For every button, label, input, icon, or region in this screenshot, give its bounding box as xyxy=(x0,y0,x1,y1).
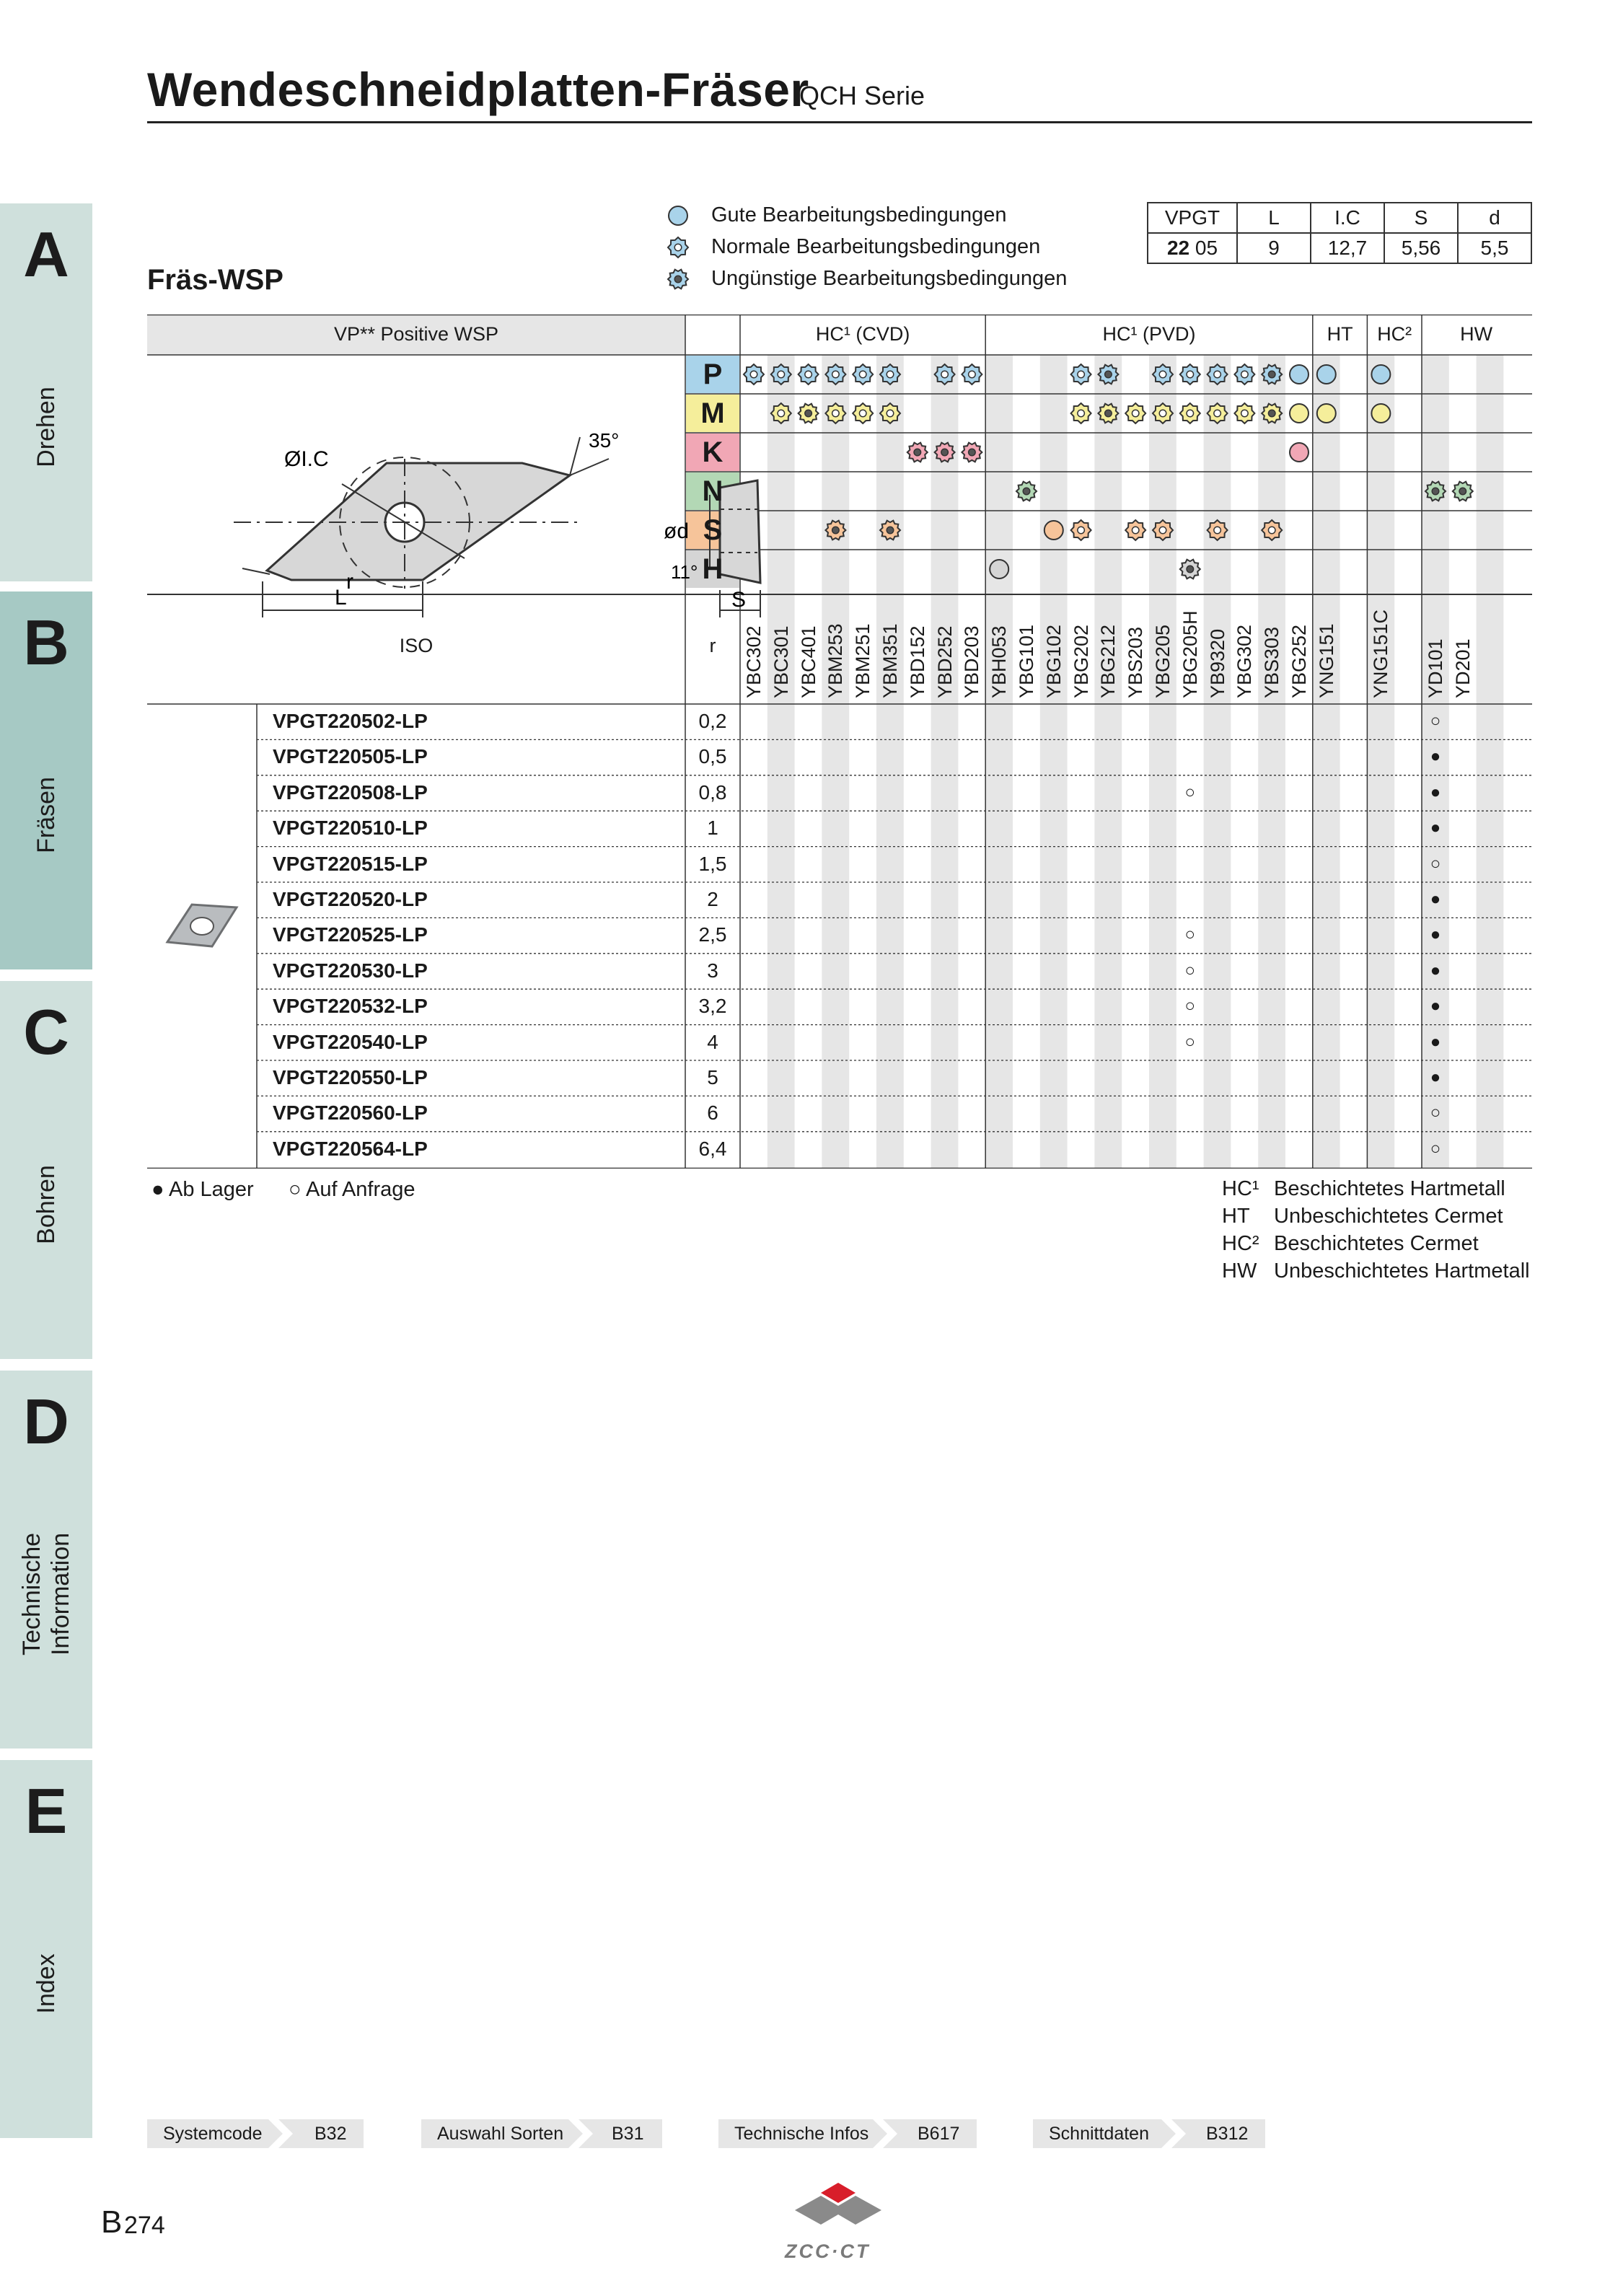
normal-condition-icon xyxy=(771,364,791,384)
bad-condition-icon xyxy=(1425,482,1446,501)
corner-radius: 1 xyxy=(707,817,718,840)
product-header: VP** Positive WSP xyxy=(333,323,499,345)
grade-label: YD101 xyxy=(1425,638,1446,698)
on-request-mark: ○ xyxy=(1430,711,1441,731)
normal-condition-icon xyxy=(1071,364,1091,384)
normal-condition-icon xyxy=(1208,520,1228,540)
good-condition-icon xyxy=(1317,365,1336,384)
on-request-mark: ○ xyxy=(1430,1103,1441,1123)
normal-condition-icon xyxy=(1180,403,1200,423)
normal-condition-icon xyxy=(799,364,819,384)
normal-condition-icon xyxy=(667,236,690,259)
footnote-code: HC² xyxy=(1222,1232,1259,1255)
nav-technische-infos[interactable] xyxy=(718,2119,977,2148)
shade-column xyxy=(1313,355,1340,1169)
bad-condition-icon xyxy=(825,521,845,540)
good-condition-icon xyxy=(667,204,690,227)
grade-label: YBM253 xyxy=(824,623,847,698)
footnote-code: HT xyxy=(1222,1205,1250,1228)
normal-condition-icon xyxy=(1234,403,1254,423)
normal-condition-icon xyxy=(935,364,955,384)
nav-systemcode-label: Systemcode xyxy=(163,2124,263,2144)
grade-label: YBG205 xyxy=(1152,624,1174,698)
side-tab-label: Technische Information xyxy=(18,1532,74,1656)
legend-normal-text: Normale Bearbeitungsbedingungen xyxy=(711,235,1041,258)
in-stock-mark: ● xyxy=(1430,782,1441,802)
legend-bad xyxy=(667,267,1067,291)
shade-column xyxy=(767,355,795,1169)
bad-condition-icon xyxy=(667,268,690,291)
on-request-mark: ○ xyxy=(1184,925,1196,945)
iso-code: VPGT220540-LP xyxy=(273,1030,428,1053)
footnote-text: Unbeschichtetes Cermet xyxy=(1274,1205,1503,1228)
material-m-letter: M xyxy=(700,397,725,429)
corner-radius: 0,8 xyxy=(698,780,727,804)
shade-column xyxy=(1258,355,1285,1169)
grade-label: YBM351 xyxy=(879,623,901,698)
grade-label: YD201 xyxy=(1451,638,1474,698)
dims-header-ic: I.C xyxy=(1311,203,1384,233)
grade-label: YBD252 xyxy=(933,625,956,698)
corner-radius: 3,2 xyxy=(698,995,727,1018)
good-condition-icon xyxy=(1317,404,1336,423)
dimensions-table xyxy=(1147,202,1532,264)
footnote-text: Beschichtetes Cermet xyxy=(1274,1232,1479,1255)
iso-code: VPGT220560-LP xyxy=(273,1101,428,1125)
bad-condition-icon xyxy=(907,443,928,462)
side-tab-c[interactable] xyxy=(0,981,92,1359)
label-r: r xyxy=(346,570,353,594)
iso-code: VPGT220525-LP xyxy=(273,923,428,946)
chevron-right-icon xyxy=(568,2119,597,2148)
dims-code xyxy=(1148,233,1237,263)
good-condition-icon xyxy=(1290,443,1308,462)
bad-condition-icon xyxy=(962,443,982,462)
corner-radius: 2,5 xyxy=(698,923,727,946)
side-tab-letter: E xyxy=(25,1775,68,1847)
dims-header-l: L xyxy=(1237,203,1311,233)
on-request-mark: ○ xyxy=(1184,960,1196,980)
side-tab-letter: B xyxy=(23,607,69,678)
on-request-mark: ○ xyxy=(1430,853,1441,874)
label-d: ød xyxy=(664,519,690,543)
side-tab-label: Index xyxy=(32,1953,60,2014)
corner-radius: 1,5 xyxy=(698,852,727,875)
group-header: HW xyxy=(1460,323,1493,345)
material-n-letter: N xyxy=(702,475,723,507)
in-stock-mark: ● xyxy=(1430,925,1441,945)
good-condition-icon xyxy=(1371,365,1390,384)
normal-condition-icon xyxy=(1262,520,1282,540)
nav-systemcode[interactable] xyxy=(147,2119,364,2148)
shade-column xyxy=(1040,355,1068,1169)
bad-condition-icon xyxy=(880,521,900,540)
in-stock-mark: ● xyxy=(1430,1068,1441,1087)
label-angle-top: 35° xyxy=(589,429,620,452)
iso-code: VPGT220520-LP xyxy=(273,888,428,910)
nav-auswahl-sorten[interactable] xyxy=(421,2119,662,2148)
chevron-right-icon xyxy=(268,2119,297,2148)
material-s-letter: S xyxy=(703,514,723,546)
legend-on-request: ○ Auf Anfrage xyxy=(289,1178,415,1201)
normal-condition-icon xyxy=(1153,520,1173,540)
label-ic: ØI.C xyxy=(284,447,329,471)
grade-label: YB9320 xyxy=(1206,628,1228,698)
footnote-code: HW xyxy=(1222,1259,1257,1283)
grade-label: YBM251 xyxy=(852,623,874,698)
group-header: HT xyxy=(1327,323,1353,345)
dims-code-bold: 22 xyxy=(1166,237,1190,259)
label-angle-side: 11° xyxy=(671,561,698,583)
dims-s: 5,56 xyxy=(1384,233,1458,263)
corner-radius: 6 xyxy=(707,1101,718,1125)
normal-condition-icon xyxy=(1234,364,1254,384)
side-tab-letter: A xyxy=(23,219,69,290)
normal-condition-icon xyxy=(853,364,873,384)
grade-label: YBC301 xyxy=(770,625,792,698)
insert-photo xyxy=(162,897,241,955)
on-request-mark: ○ xyxy=(1184,782,1196,802)
in-stock-mark: ● xyxy=(1430,889,1441,909)
iso-code: VPGT220505-LP xyxy=(273,745,428,768)
good-condition-icon xyxy=(1290,404,1308,423)
grade-label: YBD152 xyxy=(906,625,928,698)
footnote-text: Unbeschichtetes Hartmetall xyxy=(1274,1259,1530,1283)
dims-header-d: d xyxy=(1458,203,1531,233)
side-tab-b[interactable] xyxy=(0,591,92,969)
bad-condition-icon xyxy=(1180,560,1200,579)
chevron-right-icon xyxy=(873,2119,902,2148)
material-p-letter: P xyxy=(703,359,723,390)
section-label: Fräs-WSP xyxy=(147,264,283,296)
material-h-letter: H xyxy=(702,553,723,585)
in-stock-mark: ● xyxy=(1430,1032,1441,1052)
grade-label: YBG205H xyxy=(1179,610,1201,698)
normal-condition-icon xyxy=(962,364,982,384)
nav-schnittdaten-label: Schnittdaten xyxy=(1049,2124,1149,2144)
normal-condition-icon xyxy=(1180,364,1200,384)
group-header: HC¹ (CVD) xyxy=(815,323,910,345)
page-number: 274 xyxy=(124,2212,165,2239)
normal-condition-icon xyxy=(1208,364,1228,384)
good-condition-icon xyxy=(1044,521,1063,540)
on-request-mark: ○ xyxy=(1430,1138,1441,1158)
normal-condition-icon xyxy=(825,364,845,384)
label-L: L xyxy=(335,586,347,610)
grade-label: YBC302 xyxy=(743,625,765,698)
iso-code: VPGT220532-LP xyxy=(273,995,428,1018)
side-tab-label: Fräsen xyxy=(32,777,60,853)
on-request-mark: ○ xyxy=(1184,1032,1196,1052)
corner-radius: 3 xyxy=(707,959,718,982)
logo-text: ZCC·CT xyxy=(785,2240,871,2262)
legend-good-text: Gute Bearbeitungsbedingungen xyxy=(711,203,1007,226)
grade-label: YBC401 xyxy=(797,625,819,698)
grade-label: YNG151C xyxy=(1370,609,1392,698)
bad-condition-icon xyxy=(935,443,955,462)
iso-code: VPGT220502-LP xyxy=(273,710,428,732)
nav-techinfos-page: B617 xyxy=(918,2124,960,2144)
grade-label: YBG212 xyxy=(1097,624,1120,698)
nav-schnittdaten[interactable] xyxy=(1033,2119,1265,2148)
corner-radius: 4 xyxy=(707,1030,718,1053)
normal-condition-icon xyxy=(1153,403,1173,423)
grade-label: YBG101 xyxy=(1016,624,1037,698)
bad-condition-icon xyxy=(1098,404,1118,423)
normal-condition-icon xyxy=(771,403,791,423)
dims-d: 5,5 xyxy=(1458,233,1531,263)
series-subtitle: QCH Serie xyxy=(799,81,925,110)
legend-bad-text: Ungünstige Bearbeitungsbedingungen xyxy=(711,267,1068,290)
normal-condition-icon xyxy=(853,403,873,423)
normal-condition-icon xyxy=(880,364,900,384)
bad-condition-icon xyxy=(799,404,819,423)
title-divider xyxy=(147,121,1532,123)
good-condition-icon xyxy=(1371,404,1390,423)
normal-condition-icon xyxy=(1125,403,1145,423)
shade-column xyxy=(1094,355,1122,1169)
chevron-right-icon xyxy=(1161,2119,1190,2148)
bad-condition-icon xyxy=(1016,482,1037,501)
normal-condition-icon xyxy=(825,403,845,423)
dims-header-code: VPGT xyxy=(1148,203,1237,233)
r-header: r xyxy=(709,635,716,656)
insert-drawing xyxy=(176,379,767,617)
corner-radius: 0,5 xyxy=(698,745,727,768)
side-tab-e[interactable] xyxy=(0,1760,92,2138)
dims-header-s: S xyxy=(1384,203,1458,233)
legend-normal xyxy=(667,235,1040,259)
shade-column xyxy=(985,355,1013,1169)
iso-code: VPGT220550-LP xyxy=(273,1066,428,1088)
normal-condition-icon xyxy=(1125,520,1145,540)
label-S: S xyxy=(731,588,747,612)
shade-column xyxy=(1204,355,1231,1169)
nav-schnittdaten-page: B312 xyxy=(1206,2124,1249,2144)
page-section-letter: B xyxy=(101,2204,123,2240)
shade-column xyxy=(876,355,904,1169)
grade-label: YNG151 xyxy=(1315,623,1337,698)
side-tab-d[interactable] xyxy=(0,1371,92,1749)
iso-code: VPGT220508-LP xyxy=(273,780,428,804)
page-title: Wendeschneidplatten-Fräser xyxy=(147,63,809,116)
side-tab-label: Drehen xyxy=(32,387,60,467)
normal-condition-icon xyxy=(880,403,900,423)
shade-column xyxy=(1477,355,1504,1169)
side-tab-letter: D xyxy=(23,1386,69,1457)
in-stock-mark: ● xyxy=(1430,960,1441,980)
group-header: HC² xyxy=(1377,323,1412,345)
side-tab-letter: C xyxy=(23,996,69,1068)
shade-column xyxy=(1367,355,1394,1169)
corner-radius: 2 xyxy=(707,888,718,910)
bad-condition-icon xyxy=(1262,365,1282,384)
side-tab-label: Bohren xyxy=(32,1165,60,1244)
normal-condition-icon xyxy=(1071,520,1091,540)
corner-radius: 6,4 xyxy=(698,1137,727,1160)
nav-systemcode-page: B32 xyxy=(315,2124,347,2144)
iso-code: VPGT220530-LP xyxy=(273,959,428,982)
group-header: HC¹ (PVD) xyxy=(1102,323,1196,345)
material-k-letter: K xyxy=(702,436,723,468)
in-stock-mark: ● xyxy=(1430,818,1441,838)
iso-code: VPGT220510-LP xyxy=(273,817,428,840)
in-stock-mark: ● xyxy=(1430,996,1441,1016)
normal-condition-icon xyxy=(1153,364,1173,384)
side-tab-a[interactable] xyxy=(0,203,92,581)
corner-radius: 5 xyxy=(707,1066,718,1088)
shade-column xyxy=(1149,355,1176,1169)
normal-condition-icon xyxy=(1208,403,1228,423)
bad-condition-icon xyxy=(1262,404,1282,423)
in-stock-mark: ● xyxy=(1430,747,1441,767)
bad-condition-icon xyxy=(1098,365,1118,384)
legend-good xyxy=(667,203,1007,227)
grade-label: YBD203 xyxy=(961,625,983,698)
normal-condition-icon xyxy=(1071,403,1091,423)
dims-code-rest: 05 xyxy=(1195,237,1218,259)
iso-code: VPGT220515-LP xyxy=(273,852,428,875)
good-condition-icon xyxy=(990,560,1008,579)
grade-label: YBG102 xyxy=(1042,624,1065,698)
grade-label: YBS203 xyxy=(1125,626,1147,698)
nav-auswahl-label: Auswahl Sorten xyxy=(437,2124,564,2144)
iso-header: ISO xyxy=(399,635,434,656)
grade-label: YBH053 xyxy=(988,625,1011,698)
dims-l: 9 xyxy=(1237,233,1311,263)
footnote-text: Beschichtetes Hartmetall xyxy=(1274,1177,1505,1200)
dims-ic: 12,7 xyxy=(1311,233,1384,263)
corner-radius: 0,2 xyxy=(698,710,727,732)
good-condition-icon xyxy=(1290,365,1308,384)
grade-label: YBS303 xyxy=(1261,626,1283,698)
grade-label: YBG302 xyxy=(1233,624,1256,698)
shade-column xyxy=(931,355,959,1169)
shade-column xyxy=(822,355,849,1169)
zcc-logo-icon xyxy=(780,2177,896,2239)
bad-condition-icon xyxy=(1453,482,1473,501)
nav-techinfos-label: Technische Infos xyxy=(734,2124,869,2144)
nav-auswahl-page: B31 xyxy=(612,2124,644,2144)
grade-label: YBG252 xyxy=(1288,624,1310,698)
footnote-code: HC¹ xyxy=(1222,1177,1259,1200)
grade-selection-table xyxy=(147,315,1532,1169)
iso-code: VPGT220564-LP xyxy=(273,1137,428,1160)
on-request-mark: ○ xyxy=(1184,996,1196,1016)
legend-in-stock: ● Ab Lager xyxy=(151,1178,254,1201)
grade-label: YBG202 xyxy=(1070,624,1092,698)
